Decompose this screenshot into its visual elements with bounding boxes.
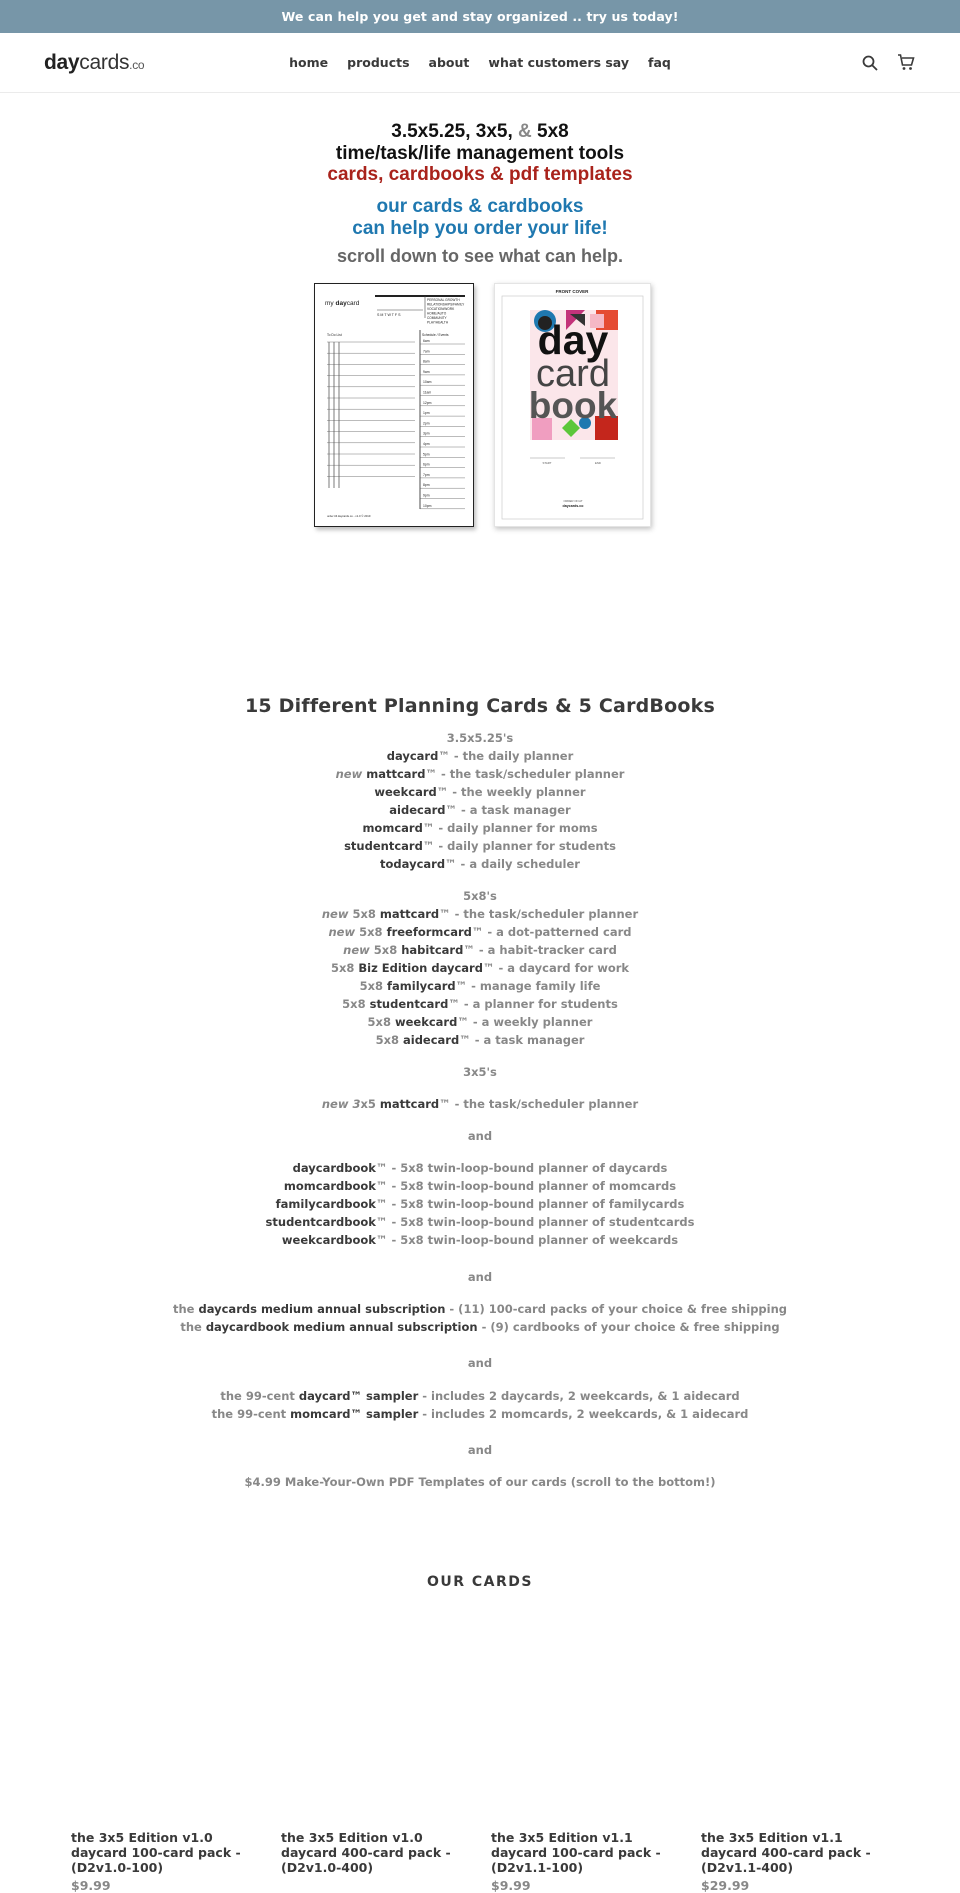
logo-suffix: .co (129, 57, 145, 72)
list-item[interactable]: new 5x8 freeformcard™ - a dot-patterned card (328, 925, 632, 939)
svg-text:ORDER ON AT: ORDER ON AT (563, 499, 583, 503)
list-item[interactable]: 5x8 studentcard™ - a planner for students (342, 997, 618, 1011)
svg-text:START: START (542, 461, 552, 465)
list-item[interactable]: new 5x8 mattcard™ - the task/scheduler planner (321, 907, 639, 921)
nav-about[interactable]: about (428, 55, 470, 70)
time-label: 8am (423, 359, 430, 364)
hero-tagline-1: our cards & cardbooks (376, 196, 584, 217)
list-item[interactable]: momcardbook™ - 5x8 twin-loop-bound planner of momcards (283, 1179, 677, 1193)
svg-text:HOME/AUTO: HOME/AUTO (427, 311, 447, 316)
time-label: 7pm (423, 472, 430, 477)
hero-scroll-hint: scroll down to see what can help. (336, 246, 624, 266)
time-label: 12pm (423, 400, 432, 405)
svg-text:VOCATION/WORK: VOCATION/WORK (427, 307, 455, 311)
svg-text:FRONT COVER: FRONT COVER (555, 289, 589, 294)
time-label: 11am (423, 390, 432, 395)
time-label: 10am (423, 380, 432, 385)
svg-text:Schedule / Events: Schedule / Events (422, 333, 449, 337)
product-card[interactable] (701, 1830, 891, 1893)
list-item[interactable]: the daycardbook medium annual subscription - (9) cardbooks of your choice & free shipping (180, 1320, 780, 1334)
site-header (0, 33, 960, 93)
our-cards-heading: OUR CARDS (426, 1574, 534, 1590)
site-logo[interactable] (44, 51, 144, 75)
list-item[interactable]: new 5x8 habitcard™ - a habit-tracker card (343, 943, 617, 957)
svg-text:PLAY/HEALTH: PLAY/HEALTH (427, 320, 449, 325)
product-card[interactable] (491, 1830, 681, 1893)
list-item[interactable]: daycardbook™ - 5x8 twin-loop-bound planner of daycards (292, 1161, 668, 1175)
logo-bold: day (44, 50, 80, 74)
group-head-3.5x5.25: 3.5x5.25's (446, 731, 514, 745)
svg-text:RELATIONSHIPS/FAMILY: RELATIONSHIPS/FAMILY (427, 302, 465, 307)
list-item[interactable]: the 99-cent daycard™ sampler - includes 2 daycards, 2 weekcards, & 1 aidecard (220, 1389, 740, 1403)
product-card[interactable] (71, 1830, 261, 1893)
svg-text:daycards.co: daycards.co (562, 504, 584, 508)
product-title[interactable]: the 3x5 Edition v1.0 daycard 100-card pack - (D2v1.0-100) (71, 1830, 241, 1875)
daycard-image (314, 283, 474, 527)
list-item[interactable]: weekcardbook™ - 5x8 twin-loop-bound planner of weekcards (281, 1233, 679, 1247)
header-icons (860, 53, 916, 73)
product-price: $9.99 (491, 1878, 531, 1893)
and-separator: and (467, 1270, 493, 1284)
product-title[interactable]: the 3x5 Edition v1.1 daycard 400-card pack - (D2v1.1-400) (701, 1830, 871, 1875)
list-item[interactable]: momcard™ - daily planner for moms (362, 821, 598, 835)
time-label: 5pm (423, 452, 430, 457)
cart-icon[interactable] (896, 53, 916, 73)
time-label: 2pm (423, 421, 430, 426)
list-item[interactable]: 5x8 weekcard™ - a weekly planner (367, 1015, 593, 1029)
list-item[interactable]: new mattcard™ - the task/scheduler planner (335, 767, 625, 781)
list-item[interactable]: new 3x5 mattcard™ - the task/scheduler planner (321, 1097, 639, 1111)
time-label: 9pm (423, 493, 430, 498)
list-item[interactable]: 5x8 aidecard™ - a task manager (375, 1033, 585, 1047)
time-label: 3pm (423, 431, 430, 436)
and-separator: and (467, 1129, 493, 1143)
nav-products[interactable]: products (347, 55, 410, 70)
time-label: 1pm (423, 411, 430, 416)
time-label: 4pm (423, 442, 430, 446)
and-separator: and (467, 1356, 493, 1370)
list-item[interactable]: familycardbook™ - 5x8 twin-loop-bound planner of familycards (275, 1197, 685, 1211)
nav-faq[interactable]: faq (648, 55, 671, 70)
pdf-templates-line[interactable]: $4.99 Make-Your-Own PDF Templates of our cards (scroll to the bottom!) (244, 1475, 716, 1489)
svg-text:S M T W T F S: S M T W T F S (377, 313, 401, 317)
search-icon[interactable] (860, 53, 880, 73)
and-separator: and (467, 1443, 493, 1457)
list-item[interactable]: the daycards medium annual subscription - (11) 100-card packs of your choice & free shipping (172, 1302, 788, 1316)
logo-rest: cards (79, 50, 130, 74)
hero-tagline-2: can help you order your life! (352, 218, 608, 239)
hero-tools: time/task/life management tools (335, 143, 625, 164)
svg-text:END: END (595, 461, 601, 465)
time-label: 6pm (423, 462, 430, 467)
svg-text:book: book (528, 385, 618, 426)
list-item[interactable]: weekcard™ - the weekly planner (374, 785, 586, 799)
time-label: 8pm (423, 483, 430, 488)
time-label: 6am (423, 339, 430, 343)
product-price: $9.99 (71, 1878, 111, 1893)
nav-home[interactable]: home (289, 55, 329, 70)
list-item[interactable]: studentcardbook™ - 5x8 twin-loop-bound planner of studentcards (265, 1215, 695, 1229)
product-price: $29.99 (701, 1878, 750, 1893)
list-item[interactable]: todaycard™ - a daily scheduler (380, 857, 580, 871)
product-card[interactable] (281, 1830, 471, 1878)
svg-text:PERSONAL GROWTH: PERSONAL GROWTH (427, 298, 460, 302)
svg-text:day: day (537, 317, 609, 363)
svg-text:card: card (536, 353, 610, 395)
list-item[interactable]: 5x8 Biz Edition daycard™ - a daycard for work (330, 961, 630, 975)
daycardbook-image (494, 283, 651, 527)
group-head-5x8: 5x8's (463, 889, 497, 903)
group-head-3x5: 3x5's (463, 1065, 497, 1079)
hero-sizes: 3.5x5.25, 3x5, & 5x8 (391, 121, 569, 142)
svg-text:To Do List: To Do List (327, 333, 342, 337)
product-title[interactable]: the 3x5 Edition v1.1 daycard 100-card pack - (D2v1.1-100) (491, 1830, 661, 1875)
list-item[interactable]: 5x8 familycard™ - manage family life (359, 979, 601, 993)
announcement-bar[interactable] (0, 0, 960, 33)
hero-products: cards, cardbooks & pdf templates (327, 164, 633, 185)
nav-what-customers-say[interactable]: what customers say (488, 55, 630, 70)
svg-text:my daycard: my daycard (325, 300, 360, 307)
announcement-text[interactable]: We can help you get and stay organized .. try us today! (281, 9, 679, 24)
list-item[interactable]: aidecard™ - a task manager (389, 803, 571, 817)
hero-banner (0, 93, 960, 525)
list-item[interactable]: studentcard™ - daily planner for students (344, 839, 616, 853)
product-title[interactable]: the 3x5 Edition v1.0 daycard 400-card pack - (D2v1.0-400) (281, 1830, 451, 1875)
time-label: 10pm (423, 503, 432, 508)
list-item[interactable]: daycard™ - the daily planner (386, 749, 574, 763)
svg-text:order till daycards.co - v1.0: order till daycards.co - v1.0 © 2019 (327, 514, 371, 518)
section-title: 15 Different Planning Cards & 5 CardBooks (245, 695, 715, 717)
time-label: 9am (423, 369, 430, 374)
svg-text:COMMUNITY: COMMUNITY (427, 316, 447, 320)
time-label: 7am (423, 349, 430, 354)
list-item[interactable]: the 99-cent momcard™ sampler - includes 2 momcards, 2 weekcards, & 1 aidecard (211, 1407, 749, 1421)
